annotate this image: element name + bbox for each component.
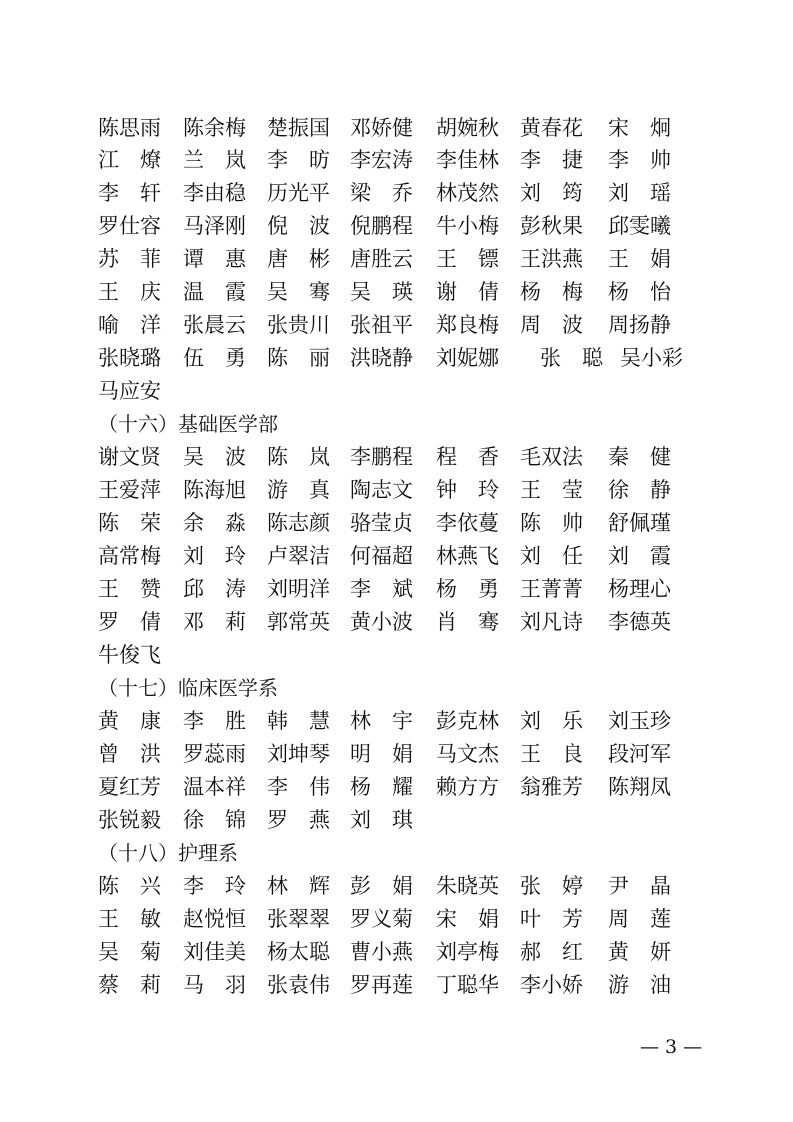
person-name: 彭克林: [436, 709, 499, 733]
person-name: 刘 琪: [350, 808, 413, 832]
person-name: 杨 梅: [520, 280, 583, 304]
person-name: 宋 娟: [436, 907, 499, 931]
name-row: [0, 343, 793, 373]
person-name: 张晓璐: [98, 346, 161, 370]
person-name: 邱 涛: [183, 577, 246, 601]
name-row: [0, 178, 793, 208]
person-name: 吴 骞: [267, 280, 330, 304]
name-row: [0, 376, 793, 406]
name-row: [0, 772, 793, 802]
section-heading-row: [0, 409, 793, 439]
person-name: 李 昉: [267, 148, 330, 172]
person-name: 郝 红: [520, 940, 583, 964]
person-name: 刘佳美: [183, 940, 246, 964]
person-name: 肖 骞: [436, 610, 499, 634]
person-name: 陈思雨: [98, 116, 161, 140]
person-name: 刘凡诗: [520, 610, 583, 634]
name-row: [0, 970, 793, 1000]
person-name: 陈余梅: [183, 116, 246, 140]
person-name: 陈志颜: [267, 511, 330, 535]
person-name: 马文杰: [436, 742, 499, 766]
person-name: 张 婷: [520, 874, 583, 898]
person-name: 陈翔凤: [608, 775, 671, 799]
person-name: 钟 玲: [436, 478, 499, 502]
person-name: 林燕飞: [436, 544, 499, 568]
person-name: 郑良梅: [436, 313, 499, 337]
person-name: 胡婉秋: [436, 116, 499, 140]
person-name: 杨 勇: [436, 577, 499, 601]
person-name: 陶志文: [350, 478, 413, 502]
person-name: 苏 菲: [98, 247, 161, 271]
person-name: 黄 妍: [608, 940, 671, 964]
person-name: 刘 瑶: [608, 181, 671, 205]
person-name: 刘 筠: [520, 181, 583, 205]
person-name: 罗义菊: [350, 907, 413, 931]
person-name: 赖方方: [436, 775, 499, 799]
person-name: 李德英: [608, 610, 671, 634]
person-name: 刘 霞: [608, 544, 671, 568]
person-name: 陈 岚: [267, 445, 330, 469]
person-name: 何福超: [350, 544, 413, 568]
person-name: 骆莹贞: [350, 511, 413, 535]
person-name: 卢翠洁: [267, 544, 330, 568]
person-name: 翁雅芳: [520, 775, 583, 799]
person-name: 王菁菁: [520, 577, 583, 601]
person-name: 杨 耀: [350, 775, 413, 799]
person-name: 李宏涛: [350, 148, 413, 172]
person-name: 陈 兴: [98, 874, 161, 898]
person-name: 余 淼: [183, 511, 246, 535]
person-name: 刘 任: [520, 544, 583, 568]
person-name: 李 伟: [267, 775, 330, 799]
person-name: 林 辉: [267, 874, 330, 898]
person-name: 倪 波: [267, 214, 330, 238]
person-name: 罗 倩: [98, 610, 161, 634]
person-name: 温 霞: [183, 280, 246, 304]
person-name: 李小娇: [520, 973, 583, 997]
section-heading: （十八）护理系: [98, 841, 238, 865]
person-name: 宋 炯: [608, 116, 671, 140]
person-name: 王洪燕: [520, 247, 583, 271]
person-name: 林茂然: [436, 181, 499, 205]
person-name: 周扬静: [608, 313, 671, 337]
person-name: 李鹏程: [350, 445, 413, 469]
person-name: 黄小波: [350, 610, 413, 634]
person-name: 唐 彬: [267, 247, 330, 271]
person-name: 牛小梅: [436, 214, 499, 238]
person-name: 罗 燕: [267, 808, 330, 832]
person-name: 张袁伟: [267, 973, 330, 997]
person-name: 段河军: [608, 742, 671, 766]
person-name: 邓娇健: [350, 116, 413, 140]
person-name: 彭 娟: [350, 874, 413, 898]
person-name: 吴 波: [183, 445, 246, 469]
page-number: — 3 —: [640, 1036, 703, 1058]
person-name: 刘玉珍: [608, 709, 671, 733]
person-name: 秦 健: [608, 445, 671, 469]
person-name: 陈 丽: [267, 346, 330, 370]
person-name: 温本祥: [183, 775, 246, 799]
person-name: 徐 静: [608, 478, 671, 502]
person-name: 洪晓静: [350, 346, 413, 370]
person-name: 罗再莲: [350, 973, 413, 997]
person-name: 杨 怡: [608, 280, 671, 304]
person-name: 王 庆: [98, 280, 161, 304]
name-row: [0, 805, 793, 835]
person-name: 程 香: [436, 445, 499, 469]
person-name: 王 赞: [98, 577, 161, 601]
section-heading: （十七）临床医学系: [98, 676, 278, 700]
name-row: [0, 937, 793, 967]
person-name: 陈 帅: [520, 511, 583, 535]
person-name: 尹 晶: [608, 874, 671, 898]
person-name: 张锐毅: [98, 808, 161, 832]
person-name: 张翠翠: [267, 907, 330, 931]
person-name: 刘 乐: [520, 709, 583, 733]
name-row: [0, 442, 793, 472]
name-row: [0, 871, 793, 901]
person-name: 黄春花: [520, 116, 583, 140]
person-name: 李由稳: [183, 181, 246, 205]
name-row: [0, 113, 793, 143]
person-name: 谭 惠: [183, 247, 246, 271]
name-row: [0, 310, 793, 340]
person-name: 杨理心: [608, 577, 671, 601]
person-name: 谢 倩: [436, 280, 499, 304]
person-name: 李 捷: [520, 148, 583, 172]
person-name: 周 波: [520, 313, 583, 337]
person-name: 舒佩瑾: [608, 511, 671, 535]
person-name: 杨太聪: [267, 940, 330, 964]
person-name: 游 油: [608, 973, 671, 997]
person-name: 刘妮娜: [436, 346, 499, 370]
person-name: 刘亭梅: [436, 940, 499, 964]
person-name: 毛双法: [520, 445, 583, 469]
person-name: 赵悦恒: [183, 907, 246, 931]
person-name: 王 莹: [520, 478, 583, 502]
person-name: 陈 荣: [98, 511, 161, 535]
person-name: 喻 洋: [98, 313, 161, 337]
person-name: 王爱萍: [98, 478, 161, 502]
person-name: 徐 锦: [183, 808, 246, 832]
name-row: [0, 739, 793, 769]
person-name: 马应安: [98, 379, 161, 403]
person-name: 高常梅: [98, 544, 161, 568]
name-row: [0, 904, 793, 934]
name-row: [0, 211, 793, 241]
person-name: 王 娟: [608, 247, 671, 271]
person-name: 兰 岚: [183, 148, 246, 172]
person-name: 王 良: [520, 742, 583, 766]
name-row: [0, 541, 793, 571]
person-name: 曾 洪: [98, 742, 161, 766]
person-name: 刘明洋: [267, 577, 330, 601]
person-name: 黄 康: [98, 709, 161, 733]
name-row: [0, 244, 793, 274]
person-name: 谢文贤: [98, 445, 161, 469]
person-name: 历光平: [267, 181, 330, 205]
person-name: 李 轩: [98, 181, 161, 205]
person-name: 邓 莉: [183, 610, 246, 634]
person-name: 吴小彩: [620, 346, 683, 370]
person-name: 张 聪: [540, 346, 603, 370]
name-row: [0, 607, 793, 637]
person-name: 吴 瑛: [350, 280, 413, 304]
name-row: [0, 706, 793, 736]
person-name: 李 玲: [183, 874, 246, 898]
person-name: 朱晓英: [436, 874, 499, 898]
person-name: 刘 玲: [183, 544, 246, 568]
person-name: 王 敏: [98, 907, 161, 931]
person-name: 江 燎: [98, 148, 161, 172]
section-heading-row: [0, 838, 793, 868]
person-name: 倪鹏程: [350, 214, 413, 238]
person-name: 周 莲: [608, 907, 671, 931]
person-name: 李 胜: [183, 709, 246, 733]
person-name: 张贵川: [267, 313, 330, 337]
person-name: 王 镖: [436, 247, 499, 271]
person-name: 张晨云: [183, 313, 246, 337]
person-name: 张祖平: [350, 313, 413, 337]
person-name: 伍 勇: [183, 346, 246, 370]
person-name: 罗仕容: [98, 214, 161, 238]
person-name: 叶 芳: [520, 907, 583, 931]
person-name: 郭常英: [267, 610, 330, 634]
section-heading: （十六）基础医学部: [98, 412, 278, 436]
name-row: [0, 475, 793, 505]
name-row: [0, 640, 793, 670]
person-name: 明 娟: [350, 742, 413, 766]
person-name: 李依蔓: [436, 511, 499, 535]
person-name: 李 帅: [608, 148, 671, 172]
person-name: 梁 乔: [350, 181, 413, 205]
person-name: 游 真: [267, 478, 330, 502]
name-row: [0, 508, 793, 538]
person-name: 陈海旭: [183, 478, 246, 502]
person-name: 韩 慧: [267, 709, 330, 733]
person-name: 马泽刚: [183, 214, 246, 238]
section-heading-row: [0, 673, 793, 703]
person-name: 马 羽: [183, 973, 246, 997]
person-name: 丁聪华: [436, 973, 499, 997]
person-name: 李佳林: [436, 148, 499, 172]
person-name: 彭秋果: [520, 214, 583, 238]
person-name: 邱雯曦: [608, 214, 671, 238]
person-name: 楚振国: [267, 116, 330, 140]
person-name: 罗蕊雨: [183, 742, 246, 766]
person-name: 蔡 莉: [98, 973, 161, 997]
person-name: 李 斌: [350, 577, 413, 601]
person-name: 吴 菊: [98, 940, 161, 964]
person-name: 牛俊飞: [98, 643, 161, 667]
person-name: 唐胜云: [350, 247, 413, 271]
name-row: [0, 145, 793, 175]
person-name: 曹小燕: [350, 940, 413, 964]
name-row: [0, 574, 793, 604]
person-name: 夏红芳: [98, 775, 161, 799]
name-row: [0, 277, 793, 307]
person-name: 林 宇: [350, 709, 413, 733]
person-name: 刘坤琴: [267, 742, 330, 766]
